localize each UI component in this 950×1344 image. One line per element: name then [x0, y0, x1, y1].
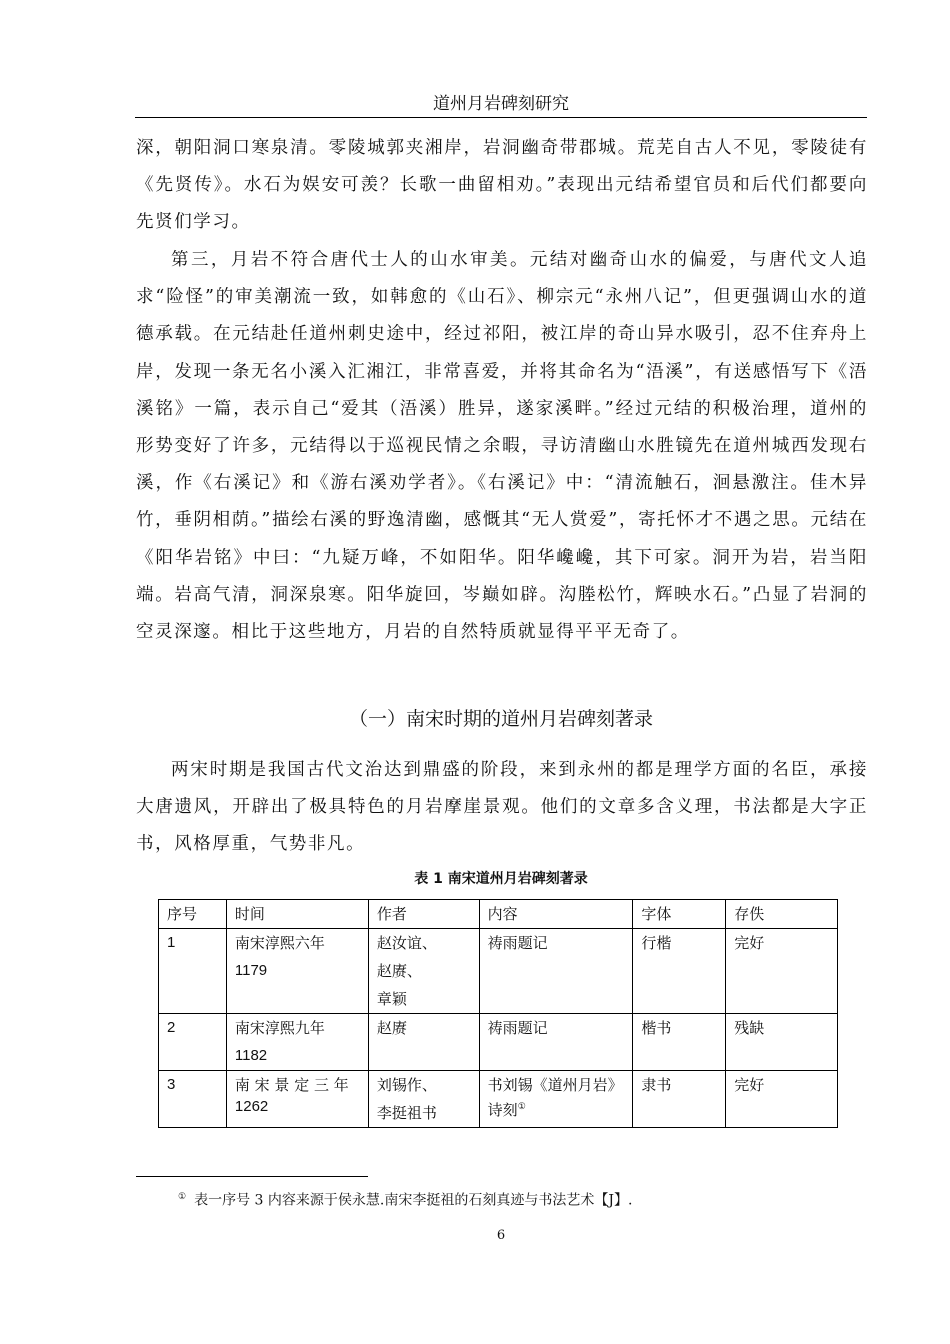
cell-script: 行楷 [633, 929, 726, 1014]
header-cell-no: 序号 [159, 900, 227, 929]
section-paragraph: 两宋时期是我国古代文治达到鼎盛的阶段，来到永州的都是理学方面的名臣，承接大唐遗风，开辟出了极具特色的月岩摩崖景观。他们的文章多含义理，书法都是大字正书，风格厚重，气势非凡。 [136, 760, 868, 855]
cell-time-era: 南 宋 景 定 三 年 [234, 1076, 349, 1094]
cell-time-era: 南宋淳熙六年 [234, 934, 325, 952]
cell-author [368, 929, 479, 1014]
table-row [159, 929, 838, 1014]
cell-no: 2 [159, 1014, 227, 1071]
cell-script: 楷书 [633, 1014, 726, 1071]
footnote-text: 表一序号 3 内容来源于侯永慧.南宋李挺祖的石刻真迹与书法艺术【J】. [194, 1192, 633, 1209]
footnote-ref-mark: ① [517, 1102, 526, 1112]
header-cell-content: 内容 [479, 900, 633, 929]
footnote [178, 1186, 858, 1212]
cell-status: 残缺 [726, 1014, 838, 1071]
header-rule [135, 117, 867, 118]
cell-no: 3 [159, 1071, 227, 1128]
header-cell-script: 字体 [633, 900, 726, 929]
cell-status: 完好 [726, 929, 838, 1014]
page-number: 6 [496, 1228, 506, 1243]
cell-content: 祷雨题记 [479, 1014, 633, 1071]
cell-author-line: 李挺祖书 [376, 1104, 437, 1122]
header-cell-status: 存佚 [726, 900, 838, 929]
page-header-title: 道州月岩碑刻研究 [433, 94, 569, 114]
table-header-row [159, 900, 838, 929]
section-heading: （一）南宋时期的道州月岩碑刻著录 [348, 708, 653, 730]
cell-content: 祷雨题记 [479, 929, 633, 1014]
cell-content [479, 1071, 633, 1128]
cell-time-era: 南宋淳熙九年 [234, 1019, 325, 1037]
cell-no: 1 [159, 929, 227, 1014]
cell-time-year: 1182 [234, 1047, 268, 1064]
cell-status: 完好 [726, 1071, 838, 1128]
cell-author [368, 1014, 479, 1071]
footnote-mark: ① [178, 1192, 187, 1202]
cell-time-year: 1179 [234, 962, 268, 979]
body-paragraph-2: 第三，月岩不符合唐代士人的山水审美。元结对幽奇山水的偏爱，与唐代文人追求“险怪”的审美潮流一致，如韩愈的《山石》、柳宗元“永州八记”，但更强调山水的道德承载。在元结赴任道州刺史途中，经过祁阳，被江岸的奇山异水吸引，忍不住弃舟上岸，发现一条无名小溪入汇湘江，非常喜爱，并将其命名为“浯溪”，有送感悟写下《浯溪铭》一篇，表示自己“爱其（浯溪）胜异，遂家溪畔。”经过元结的积极治理，道州的形势变好了许多，元结得以于巡视民情之余暇，寻访清幽山水胜镜先在道州城西发现右溪，作《右溪记》和《游右溪劝学者》。《右溪记》中：“清流触石，洄悬激注。佳木异竹，垂阴相荫。”描绘右溪的野逸清幽，感慨其“无人赏爱”，寄托怀才不遇之思。元结在《阳华岩铭》中曰：“九疑万峰，不如阳华。阳华巉巉，其下可家。洞开为岩，岩当阳端。岩高气清，洞深泉寒。阳华旋回，岑巅如辟。沟塍松竹，辉映水石。”凸显了岩洞的空灵深邃。相比于这些地方，月岩的自然特质就显得平平无奇了。 [136, 250, 868, 643]
cell-author-line: 章颖 [376, 990, 407, 1008]
table-caption: 表 1 南宋道州月岩碑刻著录 [414, 871, 588, 887]
table-row [159, 1071, 838, 1128]
footnote-rule [136, 1176, 368, 1177]
cell-time [226, 1014, 368, 1071]
cell-author-line: 赵赓 [376, 1019, 407, 1037]
header-cell-time: 时间 [226, 900, 368, 929]
records-table [158, 899, 838, 1128]
cell-author-line: 赵赓、 [376, 962, 422, 980]
cell-time [226, 1071, 368, 1128]
body-paragraph-1: 深，朝阳洞口寒泉清。零陵城郭夹湘岸，岩洞幽奇带郡城。荒芜自古人不见，零陵徒有《先贤传》。水石为娱安可羡？长歌一曲留相劝。”表现出元结希望官员和后代们都要向先贤们学习。 [136, 138, 868, 233]
cell-content-text: 书刘锡《道州月岩》诗刻 [487, 1076, 623, 1119]
header-cell-author: 作者 [368, 900, 479, 929]
cell-author-line: 赵汝谊、 [376, 934, 437, 952]
cell-time [226, 929, 368, 1014]
cell-author [368, 1071, 479, 1128]
table-row [159, 1014, 838, 1071]
cell-script: 隶书 [633, 1071, 726, 1128]
cell-time-year: 1262 [234, 1098, 269, 1115]
cell-author-line: 刘锡作、 [376, 1076, 437, 1094]
